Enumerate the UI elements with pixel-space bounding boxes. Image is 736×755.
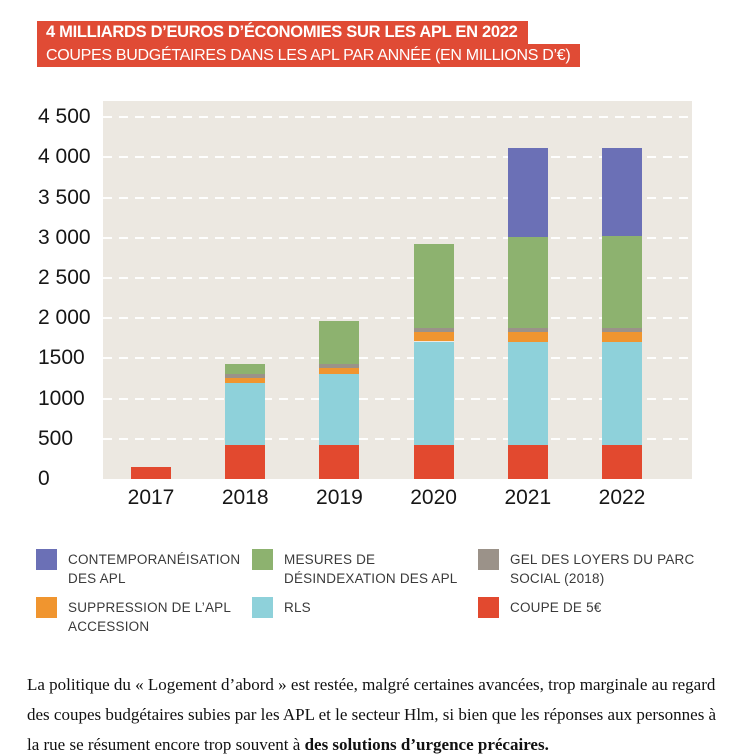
bar-2022-coupe-de-5: [602, 445, 642, 479]
y-tick-label-3500: 3 500: [38, 185, 91, 209]
legend-label-coupe-de-5-euros: COUPE DE 5€: [510, 600, 602, 615]
y-tick-label-4500: 4 500: [38, 105, 91, 129]
legend-item-mesures-de-desindexation: [252, 549, 458, 588]
chart-title: 4 MILLIARDS D’EUROS D’ÉCONOMIES SUR LES APL EN 2022: [37, 21, 528, 44]
bar-2020-rls: [414, 342, 454, 446]
legend-item-gel-des-loyers-parc-social: [478, 549, 694, 588]
legend-swatch-gel-des-loyers-parc-social: [478, 549, 499, 570]
bar-2020-suppression-de-l-apl-accession: [414, 332, 454, 341]
bar-2021-gel-des-loyers-du-parc-social-2018: [508, 328, 548, 332]
footer-paragraph: [27, 670, 721, 755]
bar-2018-coupe-de-5: [225, 445, 265, 479]
bar-2022-contemporan-isation-des-apl: [602, 148, 642, 236]
legend-swatch-suppression-apl-accession: [36, 597, 57, 618]
bar-2022-suppression-de-l-apl-accession: [602, 332, 642, 342]
x-tick-label-2020: 2020: [410, 486, 457, 509]
bar-2021-rls: [508, 342, 548, 445]
bar-2018-gel-des-loyers-du-parc-social-2018: [225, 374, 265, 378]
bar-2020-gel-des-loyers-du-parc-social-2018: [414, 328, 454, 332]
bar-2018-suppression-de-l-apl-accession: [225, 378, 265, 383]
y-tick-label-500: 500: [38, 426, 74, 450]
legend-swatch-contemporaneisation-des-apl: [36, 549, 57, 570]
gridline-4500: [103, 116, 692, 118]
y-tick-label-3000: 3 000: [38, 225, 91, 249]
x-tick-label-2017: 2017: [127, 486, 175, 509]
y-tick-label-0: 0: [38, 467, 50, 490]
legend-swatch-coupe-de-5-euros: [478, 597, 499, 618]
bar-2018-mesures-de-d-sindexation-des-apl: [225, 364, 265, 374]
bar-2021-contemporan-isation-des-apl: [508, 148, 548, 237]
chart-subtitle: COUPES BUDGÉTAIRES DANS LES APL PAR ANNÉE (EN MILLIONS D’€): [37, 44, 580, 67]
y-tick-label-2500: 2 500: [38, 265, 91, 289]
bar-2019-mesures-de-d-sindexation-des-apl: [319, 321, 359, 363]
bar-2019-rls: [319, 374, 359, 446]
legend-label-suppression-apl-accession: SUPPRESSION DE L’APL ACCESSION: [68, 600, 232, 634]
bar-2018-rls: [225, 383, 265, 445]
bar-2019-suppression-de-l-apl-accession: [319, 368, 359, 374]
legend-label-rls: RLS: [284, 600, 311, 615]
legend-swatch-mesures-de-desindexation: [252, 549, 273, 570]
legend-label-gel-des-loyers-parc-social: GEL DES LOYERS DU PARC SOCIAL (2018): [510, 552, 695, 586]
footer-text: La politique du « Logement d’abord » est restée, malgré certaines avancées, trop marginale au regard des coupes budgétaires subies par les APL et le secteur Hlm, si bien que les réponses aux personnes à la rue se résument encore trop souvent à: [27, 675, 717, 754]
bar-2020-mesures-de-d-sindexation-des-apl: [414, 244, 454, 328]
bar-2021-coupe-de-5: [508, 445, 548, 479]
legend-item-suppression-apl-accession: [36, 597, 231, 636]
bar-2022-rls: [602, 342, 642, 445]
bar-2022-mesures-de-d-sindexation-des-apl: [602, 236, 642, 328]
y-tick-label-1000: 1000: [38, 386, 85, 410]
legend-item-coupe-de-5-euros: [478, 597, 601, 618]
legend-item-contemporaneisation-des-apl: [36, 549, 240, 588]
legend-label-contemporaneisation-des-apl: CONTEMPORANÉISATION DES APL: [68, 552, 241, 586]
bar-2022-gel-des-loyers-du-parc-social-2018: [602, 328, 642, 332]
x-tick-label-2019: 2019: [316, 486, 363, 509]
bar-2019-gel-des-loyers-du-parc-social-2018: [319, 364, 359, 368]
y-tick-label-2000: 2 000: [38, 306, 91, 330]
bar-2021-mesures-de-d-sindexation-des-apl: [508, 237, 548, 328]
bar-2021-suppression-de-l-apl-accession: [508, 332, 548, 342]
legend-item-rls: [252, 597, 311, 618]
legend-swatch-rls: [252, 597, 273, 618]
x-tick-label-2021: 2021: [504, 486, 552, 509]
legend-label-mesures-de-desindexation: MESURES DE DÉSINDEXATION DES APL: [284, 552, 458, 586]
y-tick-label-1500: 1500: [38, 346, 85, 370]
plot-area: [103, 101, 692, 479]
bar-2020-coupe-de-5: [414, 445, 454, 479]
x-tick-label-2018: 2018: [221, 486, 269, 509]
bar-2017-coupe-de-5: [131, 467, 171, 479]
y-tick-label-4000: 4 000: [38, 145, 91, 169]
x-tick-label-2022: 2022: [598, 486, 646, 509]
footer-text-bold: des solutions d’urgence précaires.: [304, 735, 549, 754]
bar-2019-coupe-de-5: [319, 445, 359, 479]
